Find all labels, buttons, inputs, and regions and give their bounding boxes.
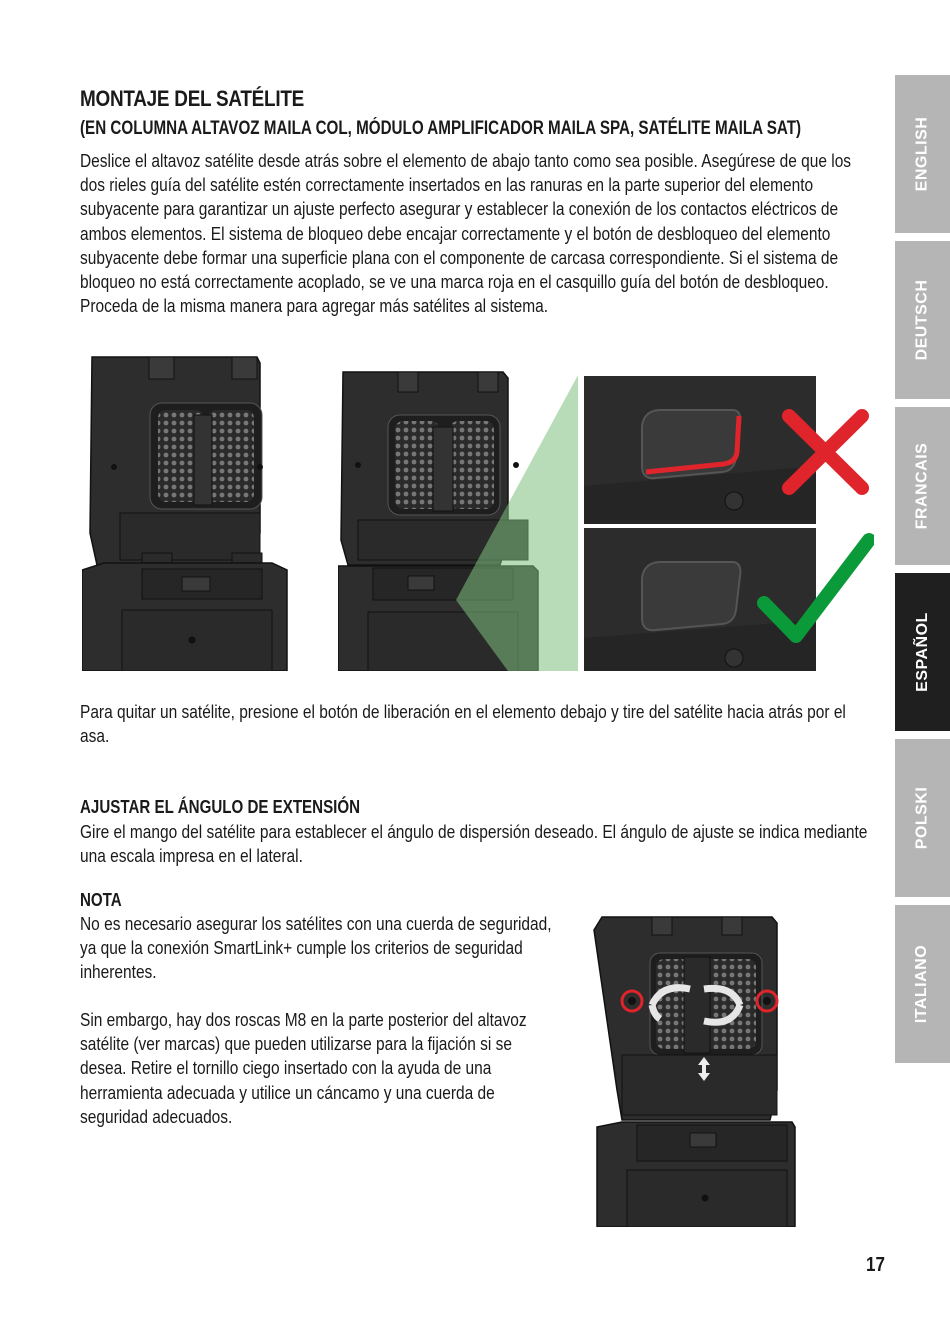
removal-description: Para quitar un satélite, presione el botón de liberación en el elemento debajo y tire del satélite hacia atrás por el asa. [80, 702, 846, 747]
angle-section-text: Gire el mango del satélite para establecer el ángulo de dispersión deseado. El ángulo de ajuste se indica mediante una escala impresa en el lateral. [80, 822, 868, 867]
tab-italiano[interactable] [895, 905, 950, 1063]
note-text-2: Sin embargo, hay dos roscas M8 en la parte posterior del altavoz satélite (ver marcas) que pueden utilizarse para la fijación si se desea. Retire el tornillo ciego insertado con la ayuda de una herramienta adecuada y utilice un cáncamo y una cuerda de seguridad adecuados. [80, 1010, 527, 1127]
tab-english-label: ENGLISH [913, 116, 931, 192]
tab-polski-label: POLSKI [913, 786, 931, 850]
tab-francais[interactable] [895, 407, 950, 565]
assembly-repeat-text: Proceda de la misma manera para agregar más satélites al sistema. [80, 296, 549, 317]
tab-italiano-label: ITALIANO [913, 944, 931, 1024]
tab-francais-label: FRANCAIS [913, 442, 931, 530]
satellite-rear-illustration [592, 915, 797, 1227]
note-title: NOTA [80, 890, 122, 910]
assembly-description [80, 149, 875, 318]
tab-deutsch-label: DEUTSCH [913, 279, 931, 361]
satellite-slide-illustration [82, 355, 292, 671]
tab-deutsch[interactable] [895, 241, 950, 399]
tab-espanol-label: ESPAÑOL [913, 612, 931, 692]
page-number: 17 [866, 1254, 885, 1276]
note-text-1: No es necesario asegurar los satélites con una cuerda de seguridad, ya que la conexión SmartLink+ cumple los criterios de seguridad inherentes. [80, 914, 552, 983]
page-subtitle: (EN COLUMNA ALTAVOZ MAILA COL, MÓDULO AMPLIFICADOR MAILA SPA, SATÉLITE MAILA SAT) [80, 118, 802, 139]
tab-english[interactable] [895, 75, 950, 233]
tab-polski[interactable] [895, 739, 950, 897]
satellite-mounted-illustration [338, 370, 578, 671]
lock-incorrect-detail [584, 376, 874, 524]
tab-espanol[interactable] [895, 573, 950, 731]
lock-correct-detail [584, 528, 874, 671]
assembly-text: Deslice el altavoz satélite desde atrás sobre el elemento de abajo tanto como sea posible. Asegúrese de que los dos rieles guía del satélite estén correctamente insertados en las ranuras en la parte superior del elemento subyacente para garantizar un ajuste perfecto asegurar y establecer la conexión de los contactos eléctricos de ambos elementos. El sistema de bloqueo debe encajar correctamente y el botón de desbloqueo del elemento subyacente debe formar una superficie plana con el componente de carcasa correspondiente. Si el sistema de bloqueo no está correctamente acoplado, se ve una marca roja en el casquillo guía del botón de desbloqueo. [80, 151, 852, 293]
angle-section-title: AJUSTAR EL ÁNGULO DE EXTENSIÓN [80, 797, 361, 817]
page-title: MONTAJE DEL SATÉLITE [80, 86, 305, 111]
